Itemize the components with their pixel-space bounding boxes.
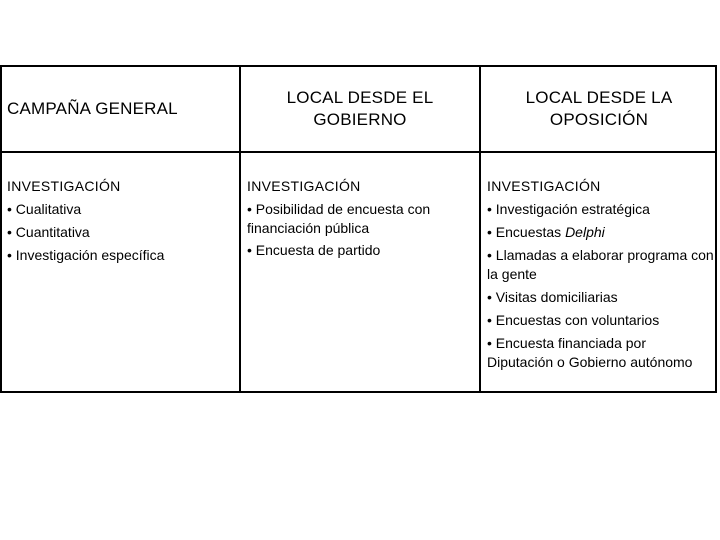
section-title: INVESTIGACIÓN: [487, 178, 601, 194]
comparison-table: [0, 65, 717, 393]
item-list: [7, 200, 235, 265]
list-item: • Cualitativa: [7, 201, 82, 217]
list-item: • Cuantitativa: [7, 224, 90, 240]
list-item: • Investigación estratégica: [487, 201, 650, 217]
item-list: [247, 200, 473, 260]
item-text: • Encuestas: [487, 224, 566, 240]
section-title: INVESTIGACIÓN: [7, 178, 121, 194]
header-local-oposicion: LOCAL DESDE LA OPOSICIÓN: [525, 88, 673, 129]
column-local-gobierno: [247, 177, 473, 260]
item-emphasis: Delphi: [565, 224, 605, 240]
section-title: INVESTIGACIÓN: [247, 178, 361, 194]
list-item: • Posibilidad de encuesta con financiación pública: [247, 201, 431, 236]
list-item: [487, 223, 716, 242]
header-local-gobierno: LOCAL DESDE EL GOBIERNO: [286, 88, 434, 129]
item-list: [487, 200, 716, 372]
list-item: • Llamadas a elaborar programa con la gente: [487, 247, 714, 282]
list-item: • Visitas domiciliarias: [487, 289, 618, 305]
column-local-oposicion: [487, 177, 716, 372]
header-divider: [2, 151, 715, 153]
header-campana-general: CAMPAÑA GENERAL: [7, 99, 178, 118]
list-item: • Encuestas con voluntarios: [487, 312, 660, 328]
column-campana-general: [7, 177, 235, 265]
list-item: • Encuesta financiada por Diputación o Gobierno autónomo: [487, 335, 693, 370]
list-item: • Encuesta de partido: [247, 242, 381, 258]
list-item: • Investigación específica: [7, 247, 165, 263]
